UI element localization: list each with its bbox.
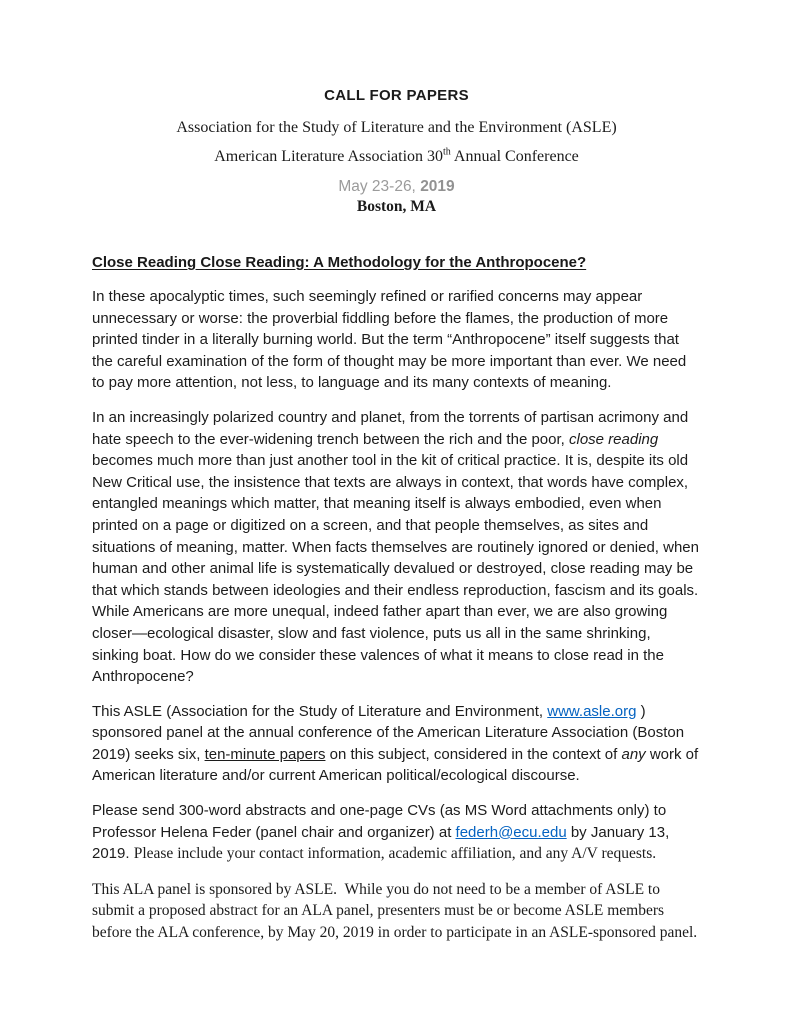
- paragraph-close-reading: [92, 407, 701, 688]
- paragraph3-segment1: This ASLE (Association for the Study of Literature and Environment,: [92, 702, 548, 720]
- paragraph4-segment2: by January 13, 2019.: [92, 823, 670, 863]
- location-line: Boston, MA: [356, 198, 437, 215]
- ten-minute-papers-underlined: ten-minute papers: [204, 745, 326, 763]
- paragraph-membership-note: This ALA panel is sponsored by ASLE. While you do not need to be a member of ASLE to submit a proposed abstract for an ALA panel, presenters must be or become ASLE members before the ALA conference, by May 20, 2019 in order to participate in an ASLE-sponsored panel.: [92, 880, 698, 941]
- document-title: CALL FOR PAPERS: [324, 87, 469, 104]
- conference-ordinal-superscript: th: [443, 146, 451, 158]
- paragraph3-segment2: ) sponsored panel at the annual conference of the American Literature Association (Boston 2019) seeks six,: [92, 702, 685, 763]
- paragraph4-segment1: Please send 300-word abstracts and one-page CVs (as MS Word attachments only) to Professor Helena Feder (panel chair and organizer) at: [92, 802, 667, 841]
- section-heading: Close Reading Close Reading: A Methodology for the Anthropocene?: [92, 254, 587, 271]
- paragraph4-serif-tail: Please include your contact information, academic affiliation, and any A/V requests.: [133, 845, 657, 863]
- organization-line: Association for the Study of Literature and the Environment (ASLE): [176, 119, 617, 136]
- date-prefix: May 23-26,: [338, 178, 421, 195]
- paragraph2-rest: becomes much more than just another tool in the kit of critical practice. It is, despite its old New Critical use, the insistence that texts are always in context, that words have complex, entangled meanings which matter, that meaning itself is always embodied, even when printed on a page or digitized on a screen, and that people themselves, as sites and situations of meaning, matter. When facts themselves are routinely ignored or denied, when human and other animal life is systematically devalued or destroyed, close reading may be that which stands between ideologies and their endless reproduction, fascism and its goals. While Americans are more unequal, indeed father apart than ever, we are also growing closer—ecological disaster, slow and fast violence, puts us all in the same shrinking, sinking boat. How do we consider these valences of what it means to close read in the Anthropocene?: [92, 452, 699, 686]
- paragraph-submission-instructions: [92, 800, 701, 866]
- asle-website-link[interactable]: www.asle.org: [547, 702, 637, 720]
- close-reading-italic-phrase: close reading: [568, 430, 659, 448]
- any-italic-word: any: [621, 745, 646, 763]
- conference-line-prefix: American Literature Association 30: [214, 148, 444, 165]
- paragraph-intro: In these apocalyptic times, such seemingly refined or rarified concerns may appear unnecessary or worse: the proverbial fiddling before the flames, the production of more printed tinder in a literally burning world. But the term “Anthropocene” itself suggests that the careful examination of the form of thought may be more important than ever. We need to pay more attention, not less, to language and its many contexts of meaning.: [92, 288, 687, 392]
- email-link[interactable]: federh@ecu.edu: [455, 823, 567, 841]
- date-year: 2019: [420, 178, 455, 195]
- paragraph3-segment3: on this subject, considered in the context of: [325, 745, 622, 763]
- paragraph3-segment4: work of American literature and/or current American political/ecological discourse.: [92, 745, 699, 785]
- conference-line: [92, 148, 701, 166]
- date-line: [92, 178, 701, 196]
- paragraph-panel-details: [92, 701, 701, 787]
- paragraph2-lead: In an increasingly polarized country and planet, from the torrents of partisan acrimony and hate speech to the ever-widening trench between the rich and the poor,: [92, 408, 689, 448]
- conference-line-suffix: Annual Conference: [450, 148, 579, 165]
